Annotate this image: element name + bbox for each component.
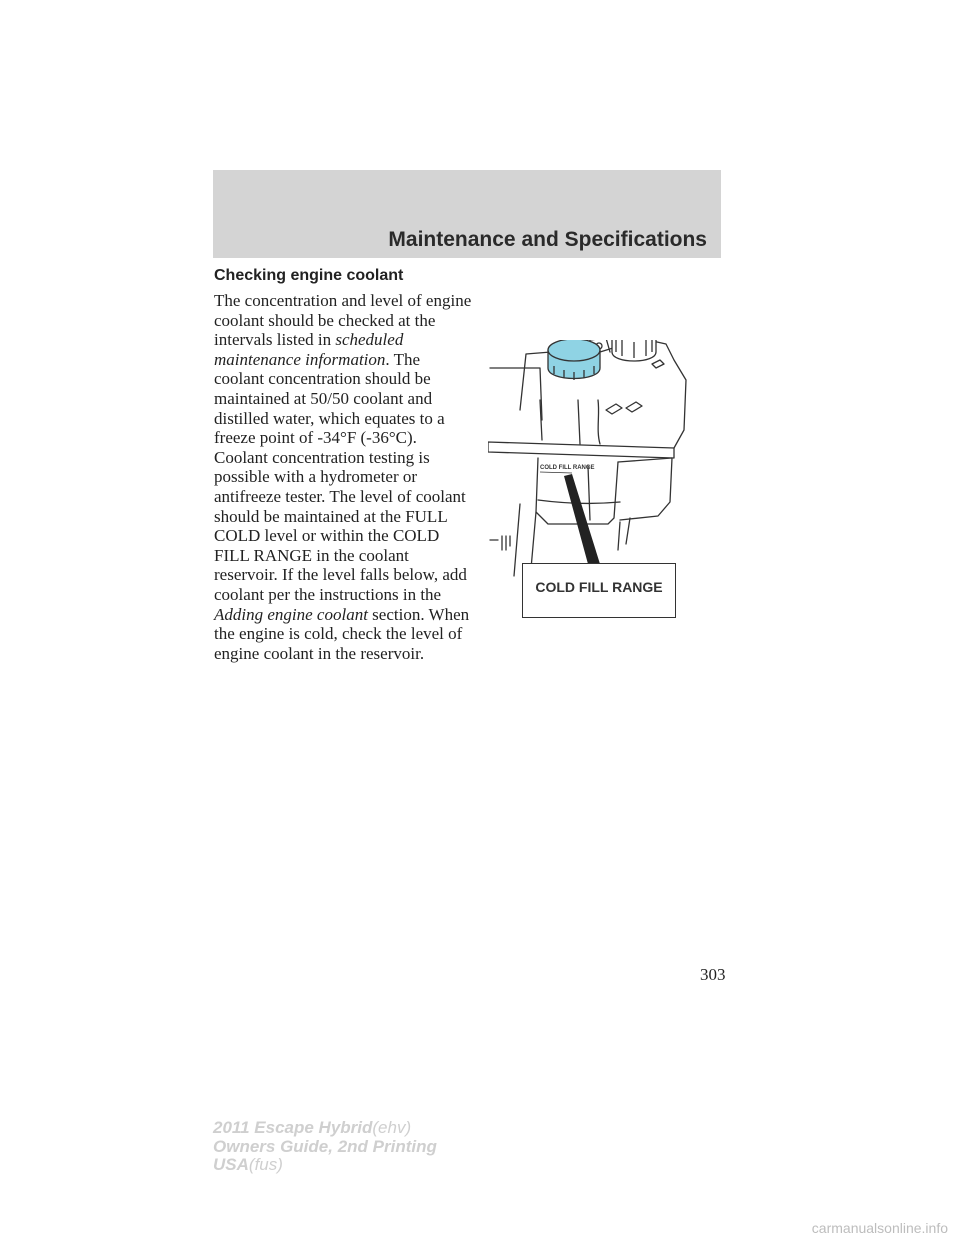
section-header-band xyxy=(213,170,721,258)
body-text-1: The concentration and level of engine coolant should be checked at the intervals listed in xyxy=(214,291,472,350)
footer-market: USA xyxy=(213,1155,249,1174)
document-footer xyxy=(213,1119,437,1175)
scheduled-maintenance-reference: scheduled maintenance information xyxy=(214,330,404,369)
reservoir-fill-label: COLD FILL RANGE xyxy=(540,465,595,471)
footer-market-code: (fus) xyxy=(248,1155,283,1174)
body-paragraph xyxy=(214,291,472,663)
callout-label: COLD FILL RANGE xyxy=(535,579,663,595)
footer-model: 2011 Escape Hybrid xyxy=(213,1118,373,1137)
body-text-3: section. When the engine is cold, check the level of engine coolant in the reservoir. xyxy=(214,604,470,663)
cold-fill-range-callout xyxy=(522,563,676,618)
body-text-2: . The coolant concentration should be maintained at 50/50 coolant and distilled water, which equates to a freeze point of -34°F (-36°C). Coolant concentration testing is possible with a hydrometer or antifreeze tester. The level of coolant should be maintained at the FULL COLD level or within the COLD FILL RANGE in the coolant reservoir. If the level falls below, add coolant per the instructions in the xyxy=(214,349,467,604)
watermark: carmanualsonline.info xyxy=(811,1220,948,1236)
footer-model-code: (ehv) xyxy=(372,1118,412,1137)
adding-coolant-reference: Adding engine coolant xyxy=(214,604,368,624)
page-number: 303 xyxy=(700,965,726,984)
section-title: Maintenance and Specifications xyxy=(388,228,707,251)
footer-printing: Owners Guide, 2nd Printing xyxy=(213,1136,437,1156)
subsection-heading: Checking engine coolant xyxy=(214,267,404,284)
